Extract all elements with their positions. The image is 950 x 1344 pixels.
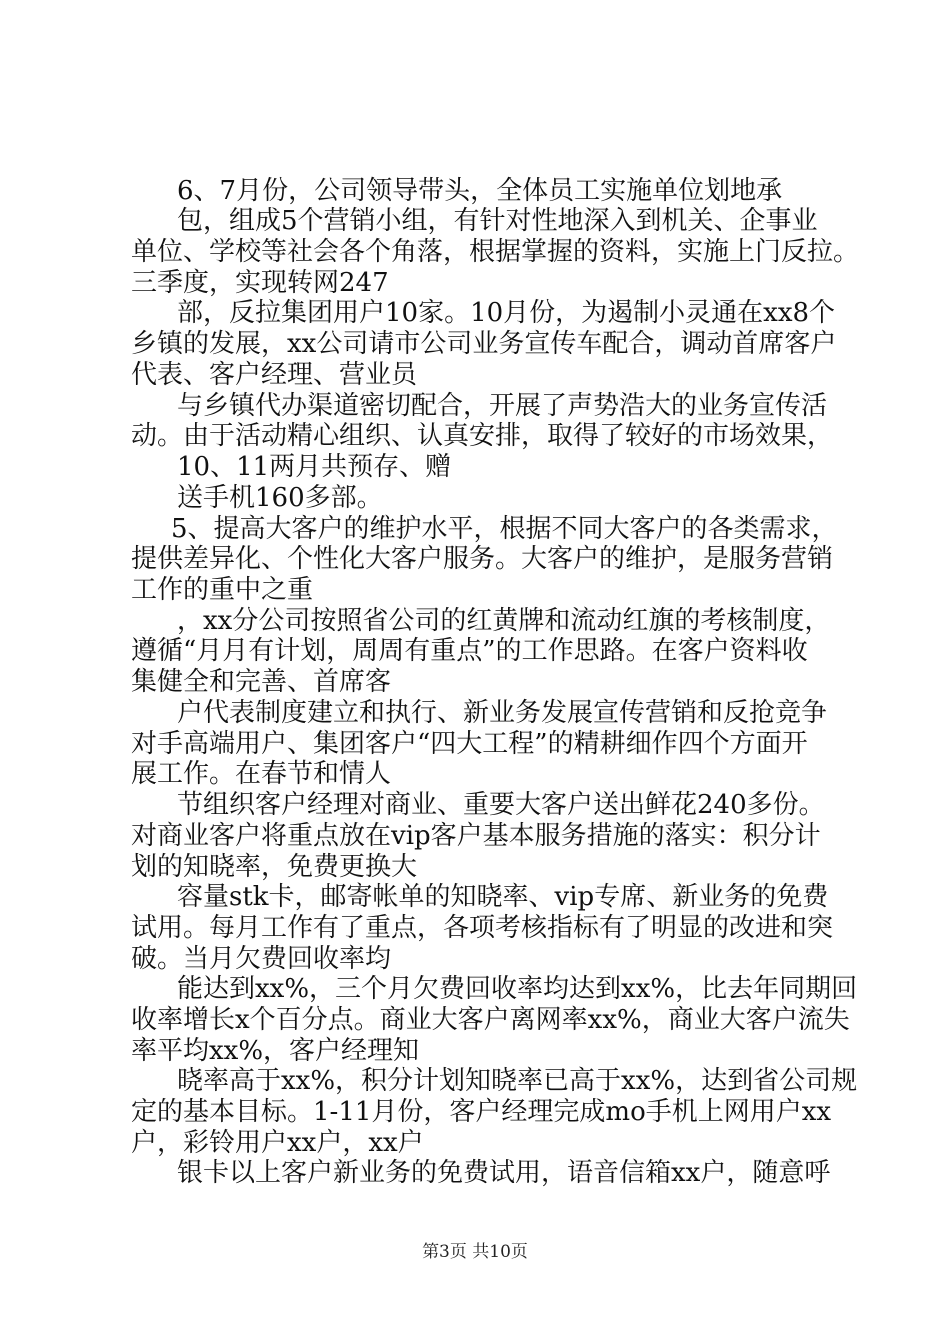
- text-line: 容量stk卡，邮寄帐单的知晓率、vip专席、新业务的免费: [177, 882, 829, 912]
- text-line: 银卡以上客户新业务的免费试用，语音信箱xx户，随意呼: [177, 1158, 831, 1188]
- text-line: 率平均xx%，客户经理知: [131, 1036, 420, 1066]
- text-line: 破。当月欠费回收率均: [131, 944, 392, 974]
- text-line: 乡镇的发展，xx公司请市公司业务宣传车配合，调动首席客户: [131, 329, 837, 359]
- text-line: 5、提高大客户的维护水平，根据不同大客户的各类需求，: [171, 514, 838, 544]
- text-line: 节组织客户经理对商业、重要大客户送出鲜花240多份。: [177, 790, 825, 820]
- text-line: 三季度，实现转网247: [131, 268, 389, 298]
- text-line: 动。由于活动精心组织、认真安排，取得了较好的市场效果，: [131, 421, 834, 451]
- text-line: 能达到xx%，三个月欠费回收率均达到xx%，比去年同期回: [177, 974, 858, 1004]
- text-line: 定的基本目标。1-11月份，客户经理完成mo手机上网用户xx: [131, 1097, 832, 1127]
- text-line: 展工作。在春节和情人: [131, 759, 392, 789]
- text-line: 6、7月份，公司领导带头，全体员工实施单位划地承: [177, 176, 783, 206]
- text-line: 10、11两月共预存、赠: [177, 452, 452, 482]
- text-line: 划的知晓率，免费更换大: [131, 852, 418, 882]
- text-line: 遵循“月月有计划，周周有重点”的工作思路。在客户资料收: [131, 636, 808, 666]
- text-line: 晓率高于xx%，积分计划知晓率已高于xx%，达到省公司规: [177, 1066, 858, 1096]
- text-line: 单位、学校等社会各个角落，根据掌握的资料，实施上门反拉。: [131, 237, 860, 267]
- text-line: 集健全和完善、首席客: [131, 667, 392, 697]
- text-line: 部，反拉集团用户10家。10月份，为遏制小灵通在xx8个: [177, 298, 836, 328]
- text-line: 户代表制度建立和执行、新业务发展宣传营销和反抢竞争: [177, 698, 828, 728]
- text-line: 送手机160多部。: [177, 483, 383, 513]
- text-line: ，xx分公司按照省公司的红黄牌和流动红旗的考核制度，: [177, 606, 831, 636]
- text-line: 对手高端用户、集团客户“四大工程”的精耕细作四个方面开: [131, 729, 808, 759]
- page-number: 第3页 共10页: [422, 1242, 528, 1262]
- text-line: 包，组成5个营销小组，有针对性地深入到机关、企事业: [177, 206, 818, 236]
- text-line: 工作的重中之重: [131, 575, 314, 605]
- text-line: 试用。每月工作有了重点，各项考核指标有了明显的改进和突: [131, 913, 834, 943]
- text-line: 收率增长x个百分点。商业大客户离网率xx%，商业大客户流失: [131, 1005, 850, 1035]
- text-line: 户，彩铃用户xx户，xx户: [131, 1128, 424, 1158]
- text-line: 代表、客户经理、营业员: [131, 360, 418, 390]
- text-line: 提供差异化、个性化大客户服务。大客户的维护，是服务营销: [131, 544, 834, 574]
- text-line: 对商业客户将重点放在vip客户基本服务措施的落实：积分计: [131, 821, 821, 851]
- text-line: 与乡镇代办渠道密切配合，开展了声势浩大的业务宣传活: [177, 391, 828, 421]
